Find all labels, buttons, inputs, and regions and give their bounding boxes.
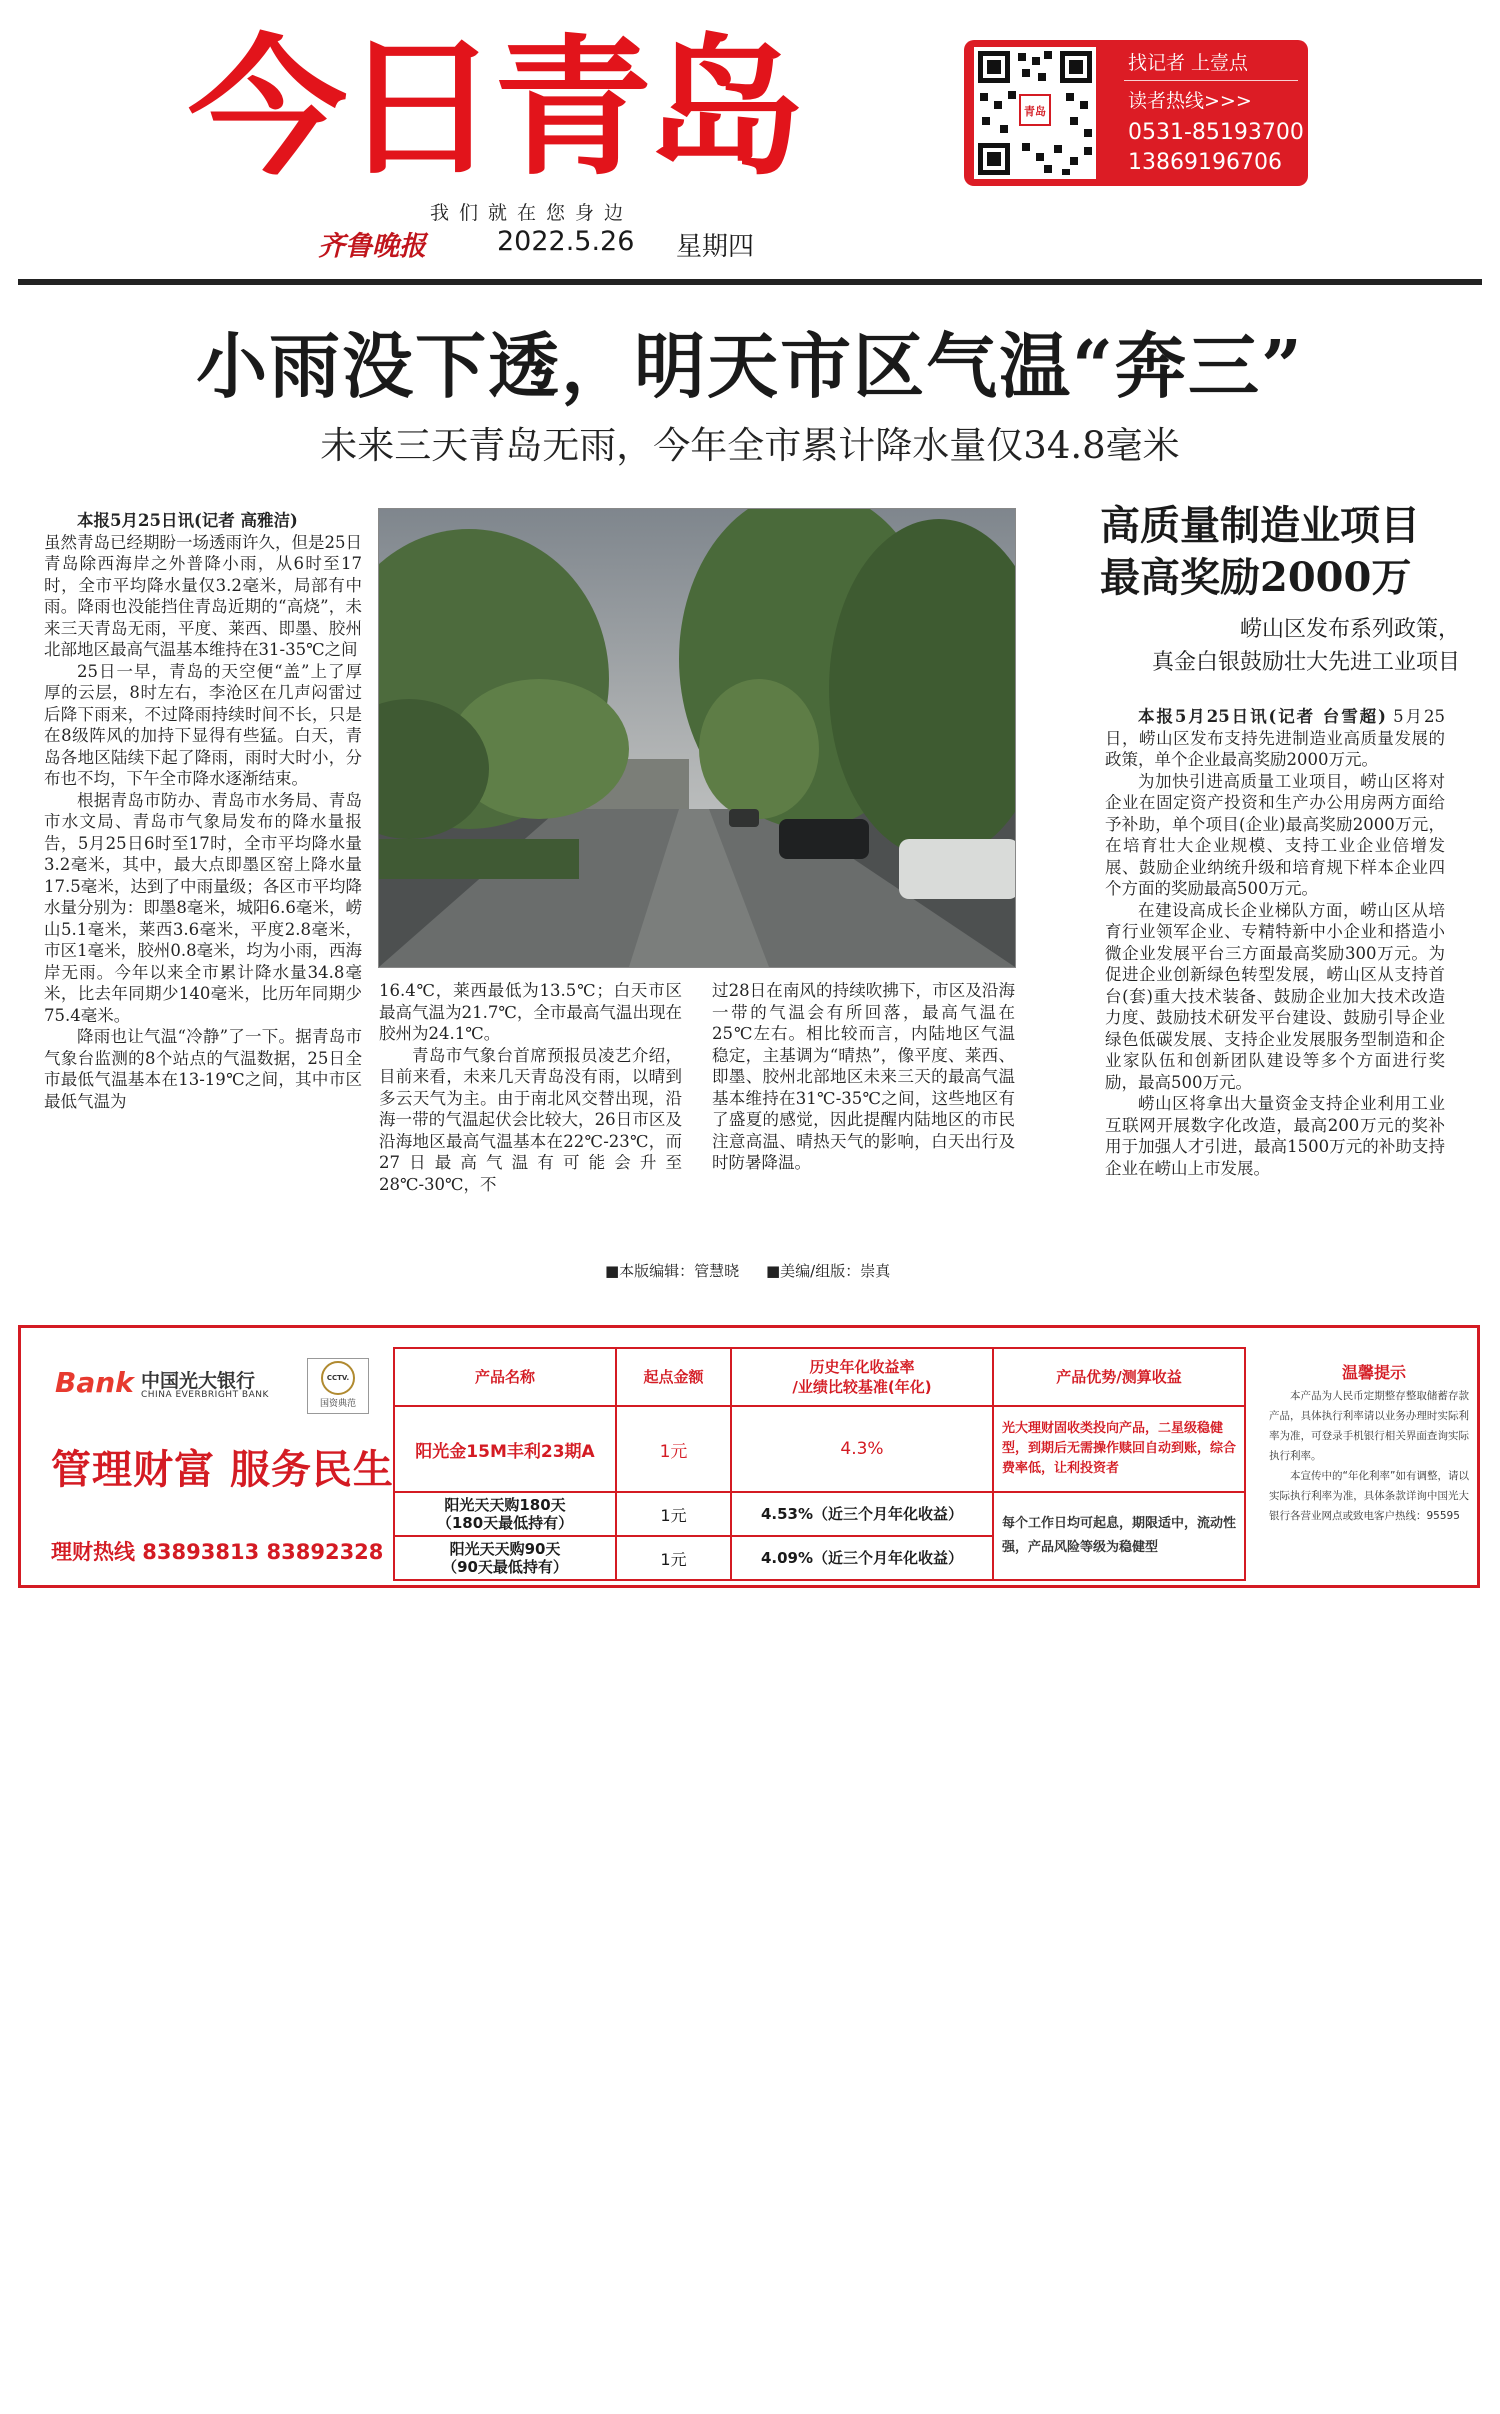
contact-phone2: 13869196706 <box>1128 150 1282 175</box>
article-column-1 <box>44 510 362 1112</box>
masthead-rule <box>18 279 1482 285</box>
table-header: 历史年化收益率 /业绩比较基准(年化) <box>731 1348 993 1406</box>
ad-notice-paragraph: 本产品为人民币定期整存整取储蓄存款产品，具体执行利率请以业务办理时实际利率为准，可登录手机银行相关界面查询实际执行利率。 <box>1269 1390 1469 1462</box>
ad-notice <box>1269 1386 1469 1526</box>
ad-slogan: 管理财富 服务民生 <box>51 1447 394 1493</box>
article-paragraph: 虽然青岛已经期盼一场透雨许久，但是25日青岛除西海岸之外普降小雨，从6时至17时，全市平均降水量仅3.2毫米，局部有中雨。降雨也没能挡住青岛近期的“高烧”，未来三天青岛无雨，平度、莱西、即墨、胶州北部地区最高气温基本维持在31-35℃之间 <box>44 532 362 659</box>
cctv-badge-icon: CCTV. <box>321 1361 355 1395</box>
product-name: 阳光天天购180天 （180天最低持有） <box>394 1492 616 1536</box>
product-feature: 每个工作日均可起息，期限适中，流动性强，产品风险等级为稳健型 <box>993 1492 1245 1580</box>
article-paragraph: 青岛市气象台首席预报员凌艺介绍，目前来看，未来几天青岛没有雨，以晴到多云天气为主。由于南北风交替出现，沿海一带的气温起伏会比较大，26日市区及沿海地区最高气温基本在22℃-23℃，而27日最高气温有可能会升至28℃-30℃，不 <box>379 1045 682 1194</box>
article-paragraph: 过28日在南风的持续吹拂下，市区及沿海一带的气温会有所回落，最高气温在25℃左右。相比较而言，内陆地区气温稳定，主基调为“晴热”，像平度、莱西、即墨、胶州北部地区未来三天的最高气温基本维持在31℃-35℃之间，这些地区有了盛夏的感觉，因此提醒内陆地区的市民注意高温、晴热天气的影响，白天出行及时防暑降温。 <box>712 981 1015 1172</box>
bank-name: 中国光大银行 <box>141 1370 256 1392</box>
side-article-text: 5月25日，崂山区发布支持先进制造业高质量发展的政策，单个企业最高奖励2000万元。 <box>1105 707 1445 769</box>
product-rate: 4.09%（近三个月年化收益） <box>731 1536 993 1580</box>
product-feature: 光大理财固收类投向产品，二星级稳健型，到期后无需操作赎回自动到账，综合费率低，让利投资者 <box>993 1406 1245 1492</box>
product-name: 阳光天天购90天 （90天最低持有） <box>394 1536 616 1580</box>
table-row <box>394 1406 1245 1492</box>
issue-weekday: 星期四 <box>676 232 755 262</box>
table-header: 产品优势/测算收益 <box>993 1348 1245 1406</box>
product-rate: 4.53%（近三个月年化收益） <box>731 1492 993 1536</box>
street-rain-photo <box>379 509 1015 967</box>
side-article-paragraph: 崂山区将拿出大量资金支持企业利用工业互联网开展数字化改造，最高200万元的奖补用于加强人才引进，最高1500万元的补助支持企业在崂山上市发展。 <box>1105 1094 1445 1178</box>
badge-label: 国资典范 <box>319 1399 356 1409</box>
cctv-badge <box>307 1358 369 1414</box>
article-paragraph: 25日一早，青岛的天空便“盖”上了厚厚的云层，8时左右，李沧区在几声闷雷过后降下雨来，不过降雨持续时间不长，只是在8级阵风的加持下显得有些猛。白天，青岛各地区陆续下起了降雨，雨时大时小，分布也不均，下午全市降水逐渐结束。 <box>44 661 362 788</box>
qr-code-icon <box>974 47 1096 179</box>
article-column-3 <box>712 980 1015 1174</box>
table-header: 起点金额 <box>616 1348 731 1406</box>
contact-divider <box>1124 80 1298 81</box>
side-article-subtitle <box>1080 613 1460 679</box>
page-credits <box>605 1260 912 1281</box>
svg-text:青岛: 青岛 <box>1024 105 1046 118</box>
side-title-line2: 最高奖励2000万 <box>1100 554 1412 601</box>
side-article-body <box>1105 706 1445 1179</box>
contact-line1: 找记者 上壹点 <box>1128 52 1249 74</box>
editor-credit: ■本版编辑：管慧晓 <box>605 1262 740 1280</box>
contact-phone1: 0531-85193700 <box>1128 120 1304 145</box>
product-rate: 4.3% <box>731 1406 993 1492</box>
side-article-paragraph: 为加快引进高质量工业项目，崂山区将对企业在固定资产投资和生产办公用房两方面给予补助，单个项目(企业)最高奖励2000万元，在培育壮大企业规模、支持工业企业倍增发展、鼓励企业纳统升级和培育规下样本企业四个方面的奖励最高500万元。 <box>1105 771 1445 898</box>
newspaper-logo: 今日青岛 <box>188 22 799 196</box>
side-sub-line1: 崂山区发布系列政策， <box>1239 617 1460 642</box>
side-article-byline: 本报5月25日讯(记者 台雪超) <box>1138 707 1386 726</box>
bank-logo: Bank <box>55 1366 134 1399</box>
article-paragraph: 16.4℃，莱西最低为13.5℃；白天市区最高气温为21.7℃，全市最高气温出现在胶州为24.1℃。 <box>379 981 682 1043</box>
product-amount: 1元 <box>616 1536 731 1580</box>
contact-line2: 读者热线>>> <box>1128 90 1252 112</box>
side-article-paragraph: 在建设高成长企业梯队方面，崂山区从培育行业领军企业、专精特新中小企业和搭造小微企业发展平台三方面最高奖励300万元。为促进企业创新绿色转型发展，崂山区从支持首台(套)重大技术装备、鼓励企业加大技术改造力度、鼓励技术研发平台建设、鼓励引导企业绿色低碳发展、支持企业发展服务型制造和企业家队伍和创新团队建设等多个方面进行奖励，最高500万元。 <box>1105 900 1445 1092</box>
bank-advertisement <box>18 1325 1480 1588</box>
product-name: 阳光金15M丰利23期A <box>394 1406 616 1492</box>
product-table <box>393 1347 1246 1581</box>
paper-brand: 齐鲁晚报 <box>318 231 426 262</box>
article-byline: 本报5月25日讯(记者 高雅洁) <box>77 511 298 530</box>
issue-date: 2022.5.26 <box>497 226 635 257</box>
side-title-line1: 高质量制造业项目 <box>1100 502 1420 549</box>
ad-notice-paragraph: 本宣传中的“年化利率”如有调整，请以实际执行利率为准，具体条款详询中国光大银行各营业网点或致电客户热线：95595 <box>1269 1470 1469 1522</box>
masthead-slogan: 我们就在您身边 <box>430 202 634 224</box>
side-sub-line2: 真金白银鼓励壮大先进工业项目 <box>1151 650 1460 675</box>
headline: 小雨没下透，明天市区气温“奔三” <box>196 324 1304 408</box>
table-row <box>394 1492 1245 1536</box>
article-column-2 <box>379 980 682 1195</box>
ad-notice-title: 温馨提示 <box>1341 1363 1406 1382</box>
side-article-title <box>1100 500 1470 604</box>
subheadline: 未来三天青岛无雨，今年全市累计降水量仅34.8毫米 <box>320 424 1180 467</box>
article-paragraph: 降雨也让气温“冷静”了一下。据青岛市气象台监测的8个站点的气温数据，25日全市最低气温基本在13-19℃之间，其中市区最低气温为 <box>44 1027 362 1111</box>
side-article-paragraph <box>1105 706 1445 771</box>
bank-name-en: CHINA EVERBRIGHT BANK <box>141 1390 269 1400</box>
reader-contact-box <box>964 40 1308 186</box>
product-amount: 1元 <box>616 1492 731 1536</box>
designer-credit: ■美编/组版：崇真 <box>765 1262 891 1280</box>
product-amount: 1元 <box>616 1406 731 1492</box>
table-header: 产品名称 <box>394 1348 616 1406</box>
ad-hotline: 理财热线 83893813 83892328 <box>51 1540 384 1564</box>
article-paragraph: 根据青岛市防办、青岛市水务局、青岛市水文局、青岛市气象局发布的降水量报告，5月25日6时至17时，全市平均降水量3.2毫米，其中，最大点即墨区窑上降水量17.5毫米，达到了中雨量级；各区市平均降水量分别为：即墨8毫米，城阳6.6毫米，崂山5.1毫米，莱西3.6毫米，平度2.8毫米，市区1毫米，胶州0.8毫米，均为小雨，西海岸无雨。今年以来全市累计降水量34.8毫米，比去年同期少140毫米，比历年同期少75.4毫米。 <box>44 790 362 1025</box>
